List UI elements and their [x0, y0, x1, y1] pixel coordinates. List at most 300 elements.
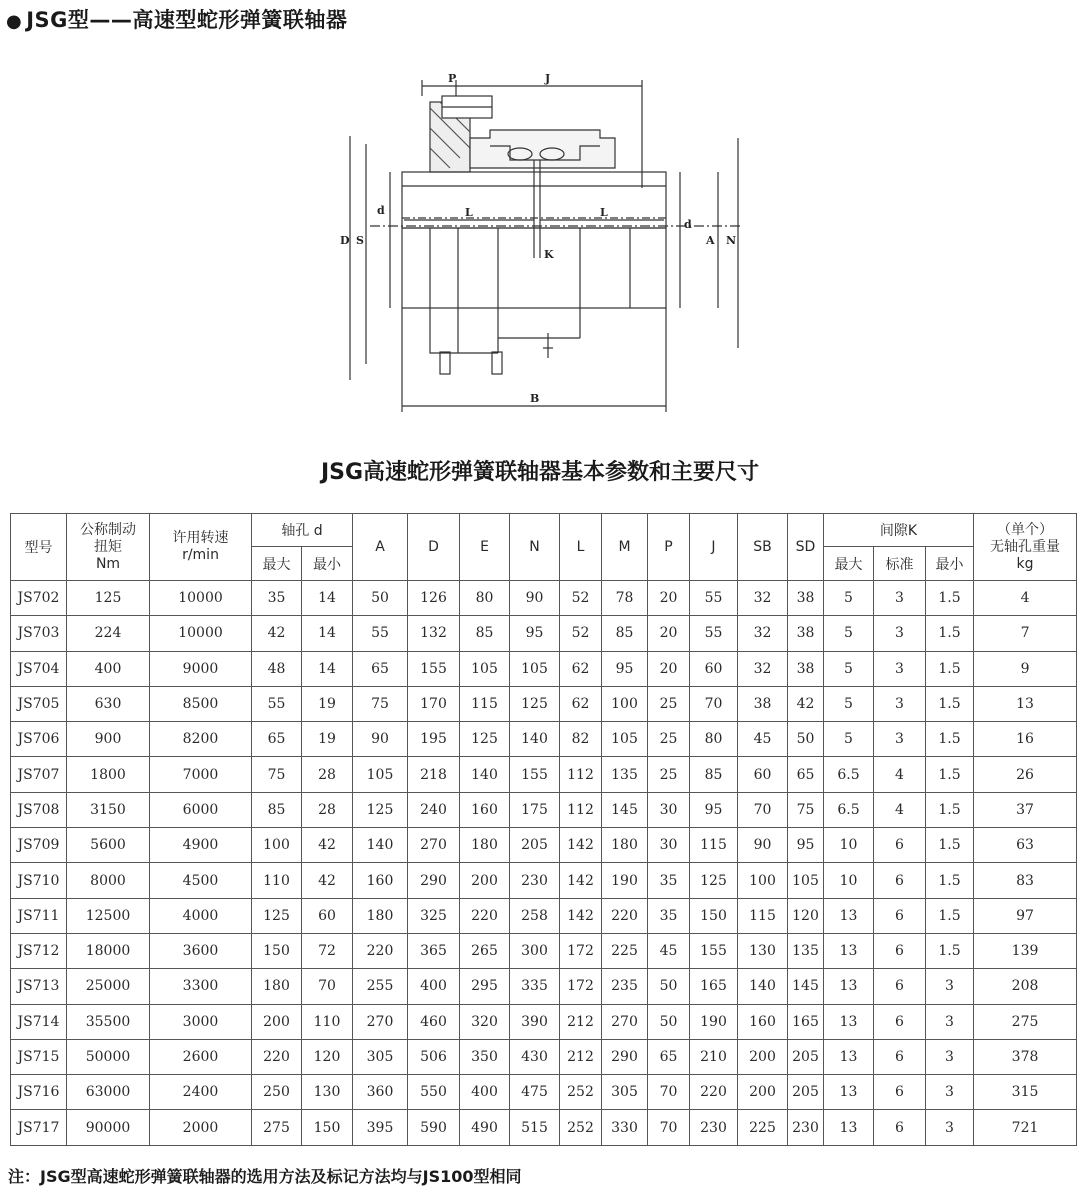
- table-cell: 14: [302, 616, 353, 651]
- table-cell: 125: [67, 581, 150, 616]
- table-cell: 200: [738, 1039, 788, 1074]
- parameter-table: [10, 513, 1077, 1146]
- table-cell: 475: [510, 1075, 560, 1110]
- label-N: N: [726, 234, 737, 247]
- table-row: [11, 1004, 1077, 1039]
- header-SD: SD: [788, 514, 824, 581]
- table-cell: 28: [302, 792, 353, 827]
- table-cell: 3: [926, 1110, 974, 1145]
- table-cell: 75: [353, 686, 408, 721]
- table-cell: 65: [252, 722, 302, 757]
- table-cell: 4: [974, 581, 1077, 616]
- header-weight: [974, 514, 1077, 581]
- table-cell: 6: [874, 898, 926, 933]
- table-cell: 50: [648, 969, 690, 1004]
- label-L-right: L: [600, 206, 608, 219]
- table-row: [11, 792, 1077, 827]
- table-cell: 105: [510, 651, 560, 686]
- header-torque: [67, 514, 150, 581]
- table-cell: 65: [648, 1039, 690, 1074]
- table-cell: 1.5: [926, 898, 974, 933]
- table-row: [11, 898, 1077, 933]
- table-cell: 210: [690, 1039, 738, 1074]
- table-cell: JS705: [11, 686, 67, 721]
- table-cell: 1.5: [926, 933, 974, 968]
- table-cell: 60: [302, 898, 353, 933]
- table-cell: 70: [302, 969, 353, 1004]
- table-row: [11, 581, 1077, 616]
- table-cell: 13: [824, 969, 874, 1004]
- table-cell: JS716: [11, 1075, 67, 1110]
- table-cell: 38: [788, 581, 824, 616]
- table-cell: 13: [824, 1110, 874, 1145]
- table-cell: 25: [648, 686, 690, 721]
- table-cell: 205: [510, 828, 560, 863]
- table-cell: 20: [648, 616, 690, 651]
- table-cell: 105: [788, 863, 824, 898]
- table-cell: 78: [602, 581, 648, 616]
- table-cell: 295: [460, 969, 510, 1004]
- table-cell: 335: [510, 969, 560, 1004]
- header-N: N: [510, 514, 560, 581]
- table-cell: 6: [874, 933, 926, 968]
- table-row: [11, 757, 1077, 792]
- table-cell: JS708: [11, 792, 67, 827]
- title-text: JSG型——高速型蛇形弹簧联轴器: [26, 8, 348, 32]
- table-cell: 105: [460, 651, 510, 686]
- header-gap-min: 最小: [926, 547, 974, 581]
- table-row: [11, 686, 1077, 721]
- table-cell: 6.5: [824, 792, 874, 827]
- table-cell: 230: [510, 863, 560, 898]
- table-cell: 9: [974, 651, 1077, 686]
- table-cell: 10: [824, 828, 874, 863]
- table-cell: 4500: [150, 863, 252, 898]
- table-row: [11, 722, 1077, 757]
- table-cell: 5: [824, 722, 874, 757]
- table-cell: 50: [353, 581, 408, 616]
- table-cell: 460: [408, 1004, 460, 1039]
- table-cell: JS711: [11, 898, 67, 933]
- table-cell: 100: [602, 686, 648, 721]
- header-gap-max: 最大: [824, 547, 874, 581]
- table-cell: 230: [690, 1110, 738, 1145]
- table-cell: 3000: [150, 1004, 252, 1039]
- table-cell: 50: [648, 1004, 690, 1039]
- table-cell: 325: [408, 898, 460, 933]
- table-cell: 630: [67, 686, 150, 721]
- table-cell: 63000: [67, 1075, 150, 1110]
- table-cell: 52: [560, 616, 602, 651]
- table-cell: 32: [738, 581, 788, 616]
- header-torque-line-2: 扭矩: [94, 538, 122, 555]
- header-gap-std: 标准: [874, 547, 926, 581]
- table-cell: 225: [602, 933, 648, 968]
- table-cell: 42: [302, 863, 353, 898]
- table-cell: 140: [353, 828, 408, 863]
- table-cell: 70: [648, 1110, 690, 1145]
- table-cell: 270: [602, 1004, 648, 1039]
- table-cell: 130: [738, 933, 788, 968]
- label-K: K: [544, 248, 554, 261]
- table-cell: 5: [824, 686, 874, 721]
- table-cell: 30: [648, 792, 690, 827]
- table-cell: 3: [926, 1039, 974, 1074]
- table-cell: 195: [408, 722, 460, 757]
- table-cell: JS713: [11, 969, 67, 1004]
- table-cell: 205: [788, 1075, 824, 1110]
- table-cell: 218: [408, 757, 460, 792]
- table-cell: 275: [252, 1110, 302, 1145]
- table-cell: JS703: [11, 616, 67, 651]
- table-cell: 25: [648, 722, 690, 757]
- label-A: A: [706, 234, 715, 247]
- table-cell: 224: [67, 616, 150, 651]
- table-cell: 25: [648, 757, 690, 792]
- table-cell: 305: [602, 1075, 648, 1110]
- table-row: [11, 863, 1077, 898]
- table-cell: 2600: [150, 1039, 252, 1074]
- table-cell: 1.5: [926, 757, 974, 792]
- table-cell: 10: [824, 863, 874, 898]
- table-cell: 25000: [67, 969, 150, 1004]
- table-cell: 5600: [67, 828, 150, 863]
- table-cell: 70: [648, 1075, 690, 1110]
- table-cell: 252: [560, 1075, 602, 1110]
- header-E: E: [460, 514, 510, 581]
- table-cell: 140: [460, 757, 510, 792]
- table-cell: 6: [874, 828, 926, 863]
- table-cell: 10000: [150, 581, 252, 616]
- table-cell: 83: [974, 863, 1077, 898]
- table-cell: 155: [510, 757, 560, 792]
- table-cell: 8500: [150, 686, 252, 721]
- table-cell: 315: [974, 1075, 1077, 1110]
- table-cell: 48: [252, 651, 302, 686]
- table-cell: 50: [788, 722, 824, 757]
- header-row-1: [11, 514, 1077, 547]
- label-S: S: [356, 234, 364, 247]
- table-cell: 72: [302, 933, 353, 968]
- table-cell: JS712: [11, 933, 67, 968]
- table-cell: 190: [602, 863, 648, 898]
- table-cell: 4: [874, 792, 926, 827]
- table-cell: 82: [560, 722, 602, 757]
- table-cell: 400: [408, 969, 460, 1004]
- table-cell: 55: [252, 686, 302, 721]
- table-cell: 1.5: [926, 722, 974, 757]
- table-cell: 55: [690, 616, 738, 651]
- table-cell: 1.5: [926, 581, 974, 616]
- table-cell: 125: [690, 863, 738, 898]
- table-cell: 180: [460, 828, 510, 863]
- table-cell: 1.5: [926, 651, 974, 686]
- header-bore-max: 最大: [252, 547, 302, 581]
- label-L-left: L: [465, 206, 473, 219]
- table-cell: 35: [648, 898, 690, 933]
- header-weight-line-3: kg: [1016, 555, 1034, 572]
- table-cell: 30: [648, 828, 690, 863]
- table-cell: 120: [788, 898, 824, 933]
- table-cell: 225: [738, 1110, 788, 1145]
- table-cell: 4000: [150, 898, 252, 933]
- table-cell: 112: [560, 757, 602, 792]
- table-cell: 100: [252, 828, 302, 863]
- table-cell: 32: [738, 651, 788, 686]
- table-cell: 5: [824, 616, 874, 651]
- table-cell: 165: [788, 1004, 824, 1039]
- table-cell: 240: [408, 792, 460, 827]
- table-cell: 160: [460, 792, 510, 827]
- table-cell: 125: [252, 898, 302, 933]
- table-cell: 55: [353, 616, 408, 651]
- table-cell: 170: [408, 686, 460, 721]
- label-J: J: [545, 72, 551, 85]
- header-D: D: [408, 514, 460, 581]
- table-cell: 2000: [150, 1110, 252, 1145]
- table-cell: 150: [690, 898, 738, 933]
- table-cell: 145: [788, 969, 824, 1004]
- table-cell: 3150: [67, 792, 150, 827]
- header-P: P: [648, 514, 690, 581]
- header-J: J: [690, 514, 738, 581]
- table-cell: 290: [408, 863, 460, 898]
- table-cell: 132: [408, 616, 460, 651]
- table-cell: 172: [560, 933, 602, 968]
- table-cell: 37: [974, 792, 1077, 827]
- table-cell: 400: [460, 1075, 510, 1110]
- table-cell: 85: [690, 757, 738, 792]
- table-cell: 65: [788, 757, 824, 792]
- table-cell: 95: [788, 828, 824, 863]
- table-cell: JS706: [11, 722, 67, 757]
- table-cell: 80: [460, 581, 510, 616]
- table-cell: 55: [690, 581, 738, 616]
- header-torque-line-1: 公称制动: [80, 521, 136, 538]
- table-cell: 270: [353, 1004, 408, 1039]
- table-cell: 110: [302, 1004, 353, 1039]
- table-cell: 590: [408, 1110, 460, 1145]
- header-model: 型号: [11, 514, 67, 581]
- table-cell: 75: [788, 792, 824, 827]
- table-row: [11, 1039, 1077, 1074]
- table-cell: 155: [408, 651, 460, 686]
- table-cell: 3: [926, 969, 974, 1004]
- coupling-drawing: [330, 68, 770, 418]
- table-row: [11, 1110, 1077, 1145]
- table-cell: 140: [510, 722, 560, 757]
- table-cell: 6: [874, 863, 926, 898]
- table-cell: 155: [690, 933, 738, 968]
- table-cell: 35500: [67, 1004, 150, 1039]
- table-cell: 252: [560, 1110, 602, 1145]
- table-cell: 97: [974, 898, 1077, 933]
- header-SB: SB: [738, 514, 788, 581]
- table-cell: 4: [874, 757, 926, 792]
- table-cell: 65: [353, 651, 408, 686]
- table-cell: 9000: [150, 651, 252, 686]
- table-cell: JS704: [11, 651, 67, 686]
- table-cell: 52: [560, 581, 602, 616]
- table-cell: 3600: [150, 933, 252, 968]
- table-cell: 400: [67, 651, 150, 686]
- label-d-left: d: [377, 204, 385, 217]
- table-cell: 19: [302, 722, 353, 757]
- table-cell: 220: [353, 933, 408, 968]
- table-cell: 110: [252, 863, 302, 898]
- table-cell: 550: [408, 1075, 460, 1110]
- table-cell: 390: [510, 1004, 560, 1039]
- header-gap: 间隙K: [824, 514, 974, 547]
- table-cell: 26: [974, 757, 1077, 792]
- table-cell: 13: [824, 1004, 874, 1039]
- table-cell: 255: [353, 969, 408, 1004]
- table-cell: 13: [824, 933, 874, 968]
- table-cell: 142: [560, 828, 602, 863]
- table-cell: 378: [974, 1039, 1077, 1074]
- table-cell: 430: [510, 1039, 560, 1074]
- header-speed-line-1: 许用转速: [172, 530, 229, 546]
- table-cell: 160: [353, 863, 408, 898]
- label-P: P: [448, 72, 457, 85]
- table-row: [11, 969, 1077, 1004]
- page-title: [6, 4, 347, 34]
- table-cell: 10000: [150, 616, 252, 651]
- table-cell: 265: [460, 933, 510, 968]
- table-cell: 160: [738, 1004, 788, 1039]
- table-cell: 125: [460, 722, 510, 757]
- header-torque-line-3: Nm: [95, 555, 121, 572]
- table-cell: 85: [252, 792, 302, 827]
- table-cell: 205: [788, 1039, 824, 1074]
- table-cell: 38: [738, 686, 788, 721]
- table-cell: JS709: [11, 828, 67, 863]
- table-cell: 3: [874, 686, 926, 721]
- table-cell: 18000: [67, 933, 150, 968]
- table-cell: 212: [560, 1039, 602, 1074]
- table-row: [11, 1075, 1077, 1110]
- table-cell: 200: [738, 1075, 788, 1110]
- table-cell: 90: [738, 828, 788, 863]
- footnote: 注：JSG型高速蛇形弹簧联轴器的选用方法及标记方法均与JS100型相同: [8, 1167, 522, 1186]
- table-cell: 180: [252, 969, 302, 1004]
- table-cell: 190: [690, 1004, 738, 1039]
- table-cell: 130: [302, 1075, 353, 1110]
- table-cell: 16: [974, 722, 1077, 757]
- table-cell: 395: [353, 1110, 408, 1145]
- table-cell: 506: [408, 1039, 460, 1074]
- table-body: [11, 581, 1077, 1146]
- table-cell: 135: [788, 933, 824, 968]
- table-cell: 6: [874, 1004, 926, 1039]
- label-B: B: [530, 392, 540, 405]
- table-cell: 2400: [150, 1075, 252, 1110]
- table-cell: 14: [302, 581, 353, 616]
- table-cell: 330: [602, 1110, 648, 1145]
- table-cell: 220: [690, 1075, 738, 1110]
- header-weight-line-1: （单个）: [997, 521, 1054, 538]
- table-cell: 50000: [67, 1039, 150, 1074]
- table-cell: 6: [874, 969, 926, 1004]
- table-cell: 12500: [67, 898, 150, 933]
- table-cell: 42: [302, 828, 353, 863]
- table-cell: 300: [510, 933, 560, 968]
- table-cell: 115: [738, 898, 788, 933]
- table-cell: 175: [510, 792, 560, 827]
- table-cell: 8000: [67, 863, 150, 898]
- table-cell: 142: [560, 863, 602, 898]
- table-cell: 7: [974, 616, 1077, 651]
- table-cell: 172: [560, 969, 602, 1004]
- table-cell: 360: [353, 1075, 408, 1110]
- table-cell: 125: [510, 686, 560, 721]
- table-cell: 3300: [150, 969, 252, 1004]
- table-cell: 200: [252, 1004, 302, 1039]
- table-row: [11, 616, 1077, 651]
- table-cell: 150: [302, 1110, 353, 1145]
- table-cell: 208: [974, 969, 1077, 1004]
- table-cell: 200: [460, 863, 510, 898]
- table-row: [11, 933, 1077, 968]
- table-cell: 60: [738, 757, 788, 792]
- table-cell: 5: [824, 651, 874, 686]
- table-cell: 220: [460, 898, 510, 933]
- table-cell: 1800: [67, 757, 150, 792]
- table-cell: 70: [690, 686, 738, 721]
- table-cell: 112: [560, 792, 602, 827]
- table-cell: 145: [602, 792, 648, 827]
- table-cell: 45: [648, 933, 690, 968]
- table-cell: 45: [738, 722, 788, 757]
- table-cell: 95: [602, 651, 648, 686]
- header-speed: [150, 514, 252, 581]
- table-cell: JS715: [11, 1039, 67, 1074]
- table-title: JSG高速蛇形弹簧联轴器基本参数和主要尺寸: [320, 460, 760, 485]
- table-cell: 13: [974, 686, 1077, 721]
- header-bore: 轴孔 d: [252, 514, 353, 547]
- table-cell: 70: [738, 792, 788, 827]
- table-cell: 1.5: [926, 792, 974, 827]
- table-row: [11, 828, 1077, 863]
- table-cell: 140: [738, 969, 788, 1004]
- table-cell: 5: [824, 581, 874, 616]
- table-cell: 35: [648, 863, 690, 898]
- table-cell: 100: [738, 863, 788, 898]
- table-cell: 515: [510, 1110, 560, 1145]
- table-cell: 38: [788, 616, 824, 651]
- table-cell: 7000: [150, 757, 252, 792]
- table-cell: 105: [602, 722, 648, 757]
- table-cell: 13: [824, 1075, 874, 1110]
- table-cell: 8200: [150, 722, 252, 757]
- table-cell: 90: [353, 722, 408, 757]
- table-cell: JS702: [11, 581, 67, 616]
- table-cell: 42: [788, 686, 824, 721]
- table-cell: 3: [874, 722, 926, 757]
- table-cell: 42: [252, 616, 302, 651]
- table-cell: 4900: [150, 828, 252, 863]
- table-cell: 3: [926, 1075, 974, 1110]
- table-cell: 180: [602, 828, 648, 863]
- table-cell: 150: [252, 933, 302, 968]
- table-cell: 80: [690, 722, 738, 757]
- table-cell: 275: [974, 1004, 1077, 1039]
- header-bore-min: 最小: [302, 547, 353, 581]
- table-cell: 220: [252, 1039, 302, 1074]
- header-L: L: [560, 514, 602, 581]
- table-cell: 1.5: [926, 616, 974, 651]
- table-cell: 85: [460, 616, 510, 651]
